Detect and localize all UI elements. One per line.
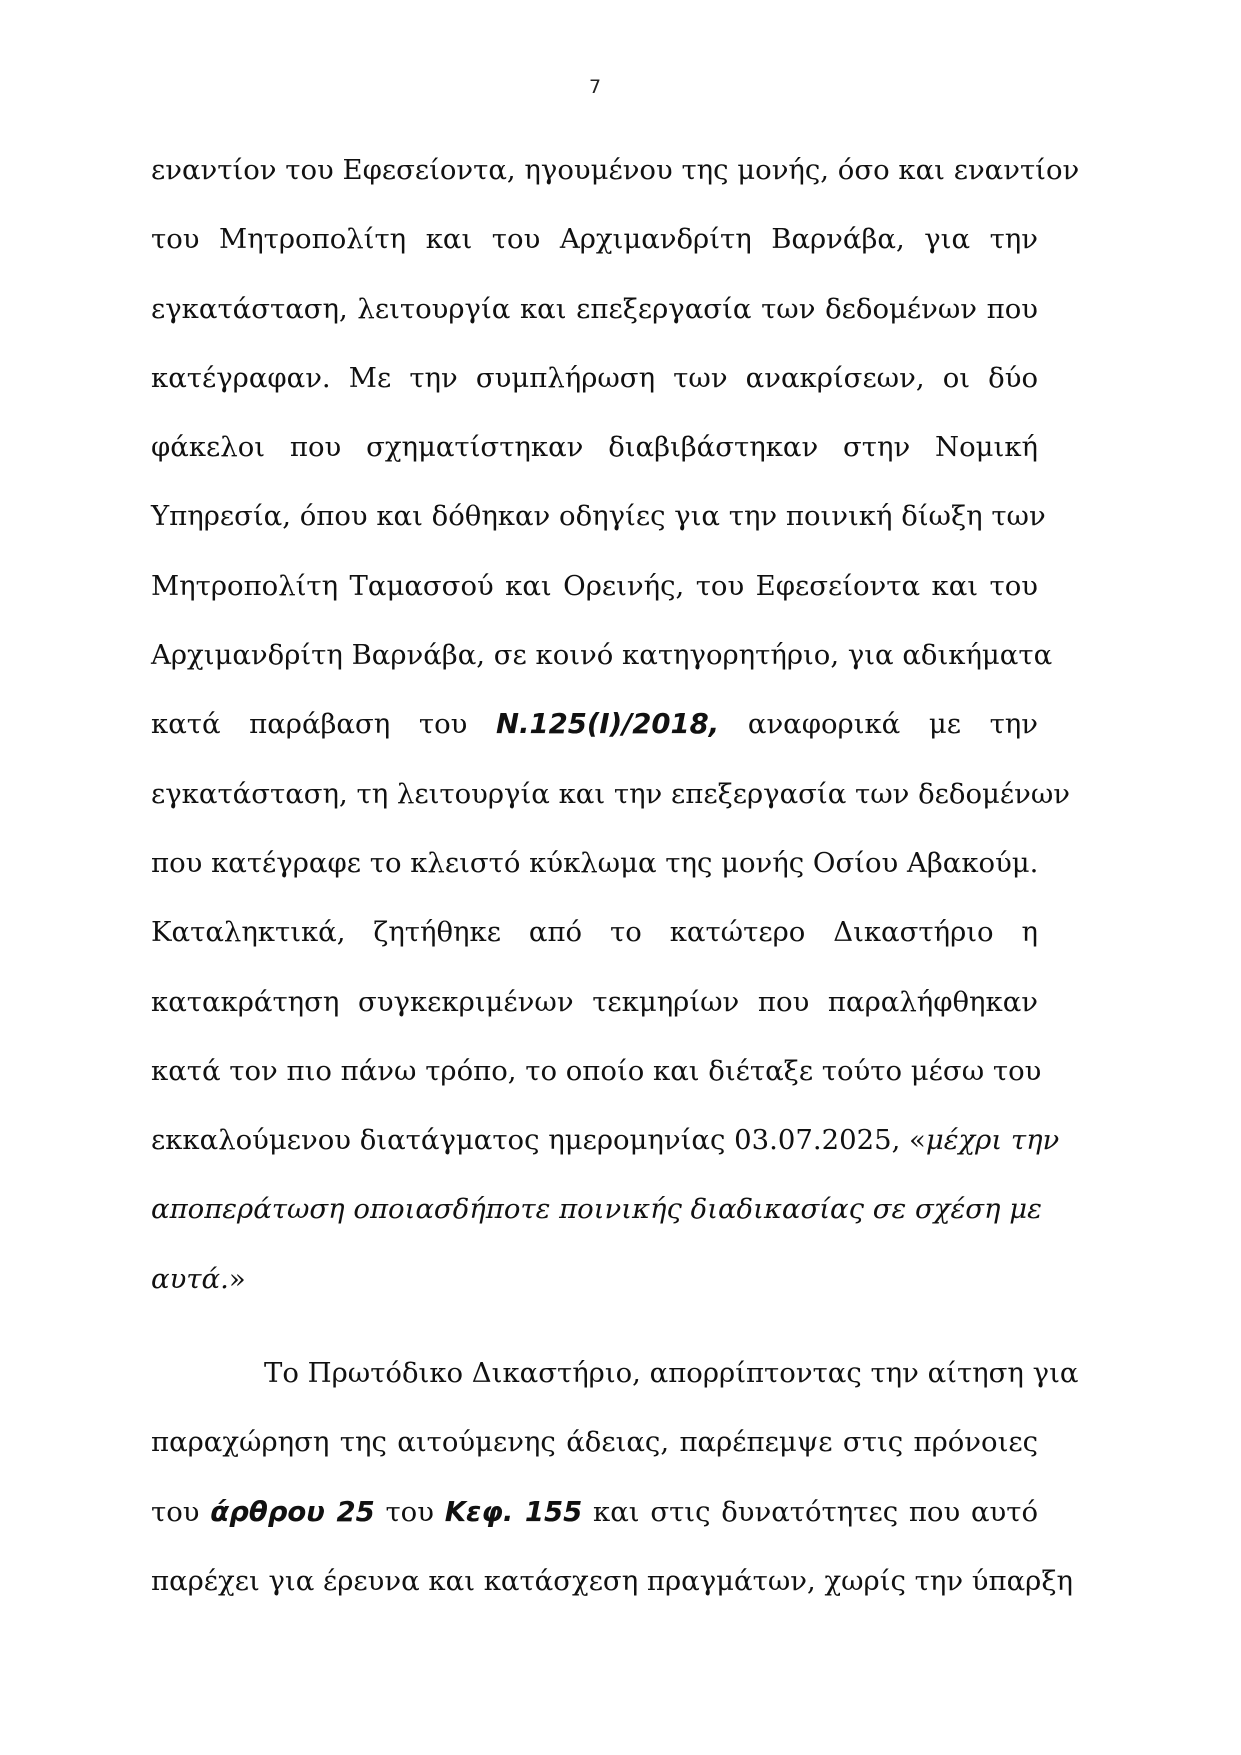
text-span: κατά παράβαση του	[151, 708, 468, 741]
text-line: Το Πρωτόδικο Δικαστήριο, απορρίπτοντας την αίτηση για	[264, 1357, 1079, 1389]
closing-quote: »	[228, 1262, 246, 1295]
text-line-citation	[151, 1478, 1038, 1547]
text-span: αναφορικά με την	[747, 708, 1039, 741]
quoted-text: μέχρι την	[925, 1124, 1060, 1157]
text-line: του Μητροπολίτη και του Αρχιμανδρίτη Βαρνάβα, για την	[151, 223, 1038, 256]
text-span: εκκαλούμενου διατάγματος ημερομηνίας 03.07.2025, «	[151, 1124, 926, 1157]
text-line: Καταληκτικά, ζητήθηκε από το κατώτερο Δικαστήριο η	[151, 916, 1038, 949]
text-line: κατέγραφαν. Με την συμπλήρωση των ανακρίσεων, οι δύο	[151, 361, 1038, 394]
text-line: κατά τον πιο πάνω τρόπο, το οποίο και διέταξε τούτο μέσω του	[151, 1054, 1042, 1087]
article-citation: άρθρου 25	[210, 1495, 375, 1528]
text-line-quote-end	[151, 1245, 1038, 1314]
text-line: Υπηρεσία, όπου και δόθηκαν οδηγίες για την ποινική δίωξη των	[151, 500, 1046, 533]
text-line: Αρχιμανδρίτη Βαρνάβα, σε κοινό κατηγορητήριο, για αδικήματα	[151, 639, 1053, 672]
paragraph-2	[151, 1339, 1079, 1616]
text-line: εγκατάσταση, λειτουργία και επεξεργασία των δεδομένων που	[151, 292, 1038, 325]
text-line: εγκατάσταση, τη λειτουργία και την επεξεργασία των δεδομένων	[151, 777, 1071, 810]
text-line: εναντίον του Εφεσείοντα, ηγουμένου της μονής, όσο και εναντίον	[151, 154, 1080, 186]
text-line: Μητροπολίτη Ταμασσού και Ορεινής, του Εφεσείοντα και του	[151, 569, 1038, 602]
quoted-text-line: αποπεράτωση οποιασδήποτε ποινικής διαδικασίας σε σχέση με	[151, 1193, 1042, 1226]
text-span: και στις δυνατότητες που αυτό	[593, 1495, 1038, 1528]
chapter-citation: Κεφ. 155	[444, 1495, 583, 1528]
text-line: παρέχει για έρευνα και κατάσχεση πραγμάτων, χωρίς την ύπαρξη	[151, 1564, 1073, 1597]
paragraph-1	[151, 136, 1080, 1314]
text-span: του	[151, 1495, 200, 1528]
text-line-quote-start	[151, 1106, 1060, 1175]
text-line: φάκελοι που σχηματίστηκαν διαβιβάστηκαν στην Νομική	[151, 431, 1038, 464]
text-line-law-reference	[151, 690, 1038, 759]
text-line: που κατέγραφε το κλειστό κύκλωμα της μονής Οσίου Αβακούμ.	[151, 846, 1039, 879]
page-number: 7	[588, 76, 602, 98]
quoted-text: αυτά.	[151, 1262, 229, 1295]
text-line: κατακράτηση συγκεκριμένων τεκμηρίων που παραλήφθηκαν	[151, 985, 1038, 1018]
text-span: του	[385, 1495, 434, 1528]
text-line: παραχώρηση της αιτούμενης άδειας, παρέπεμψε στις πρόνοιες	[151, 1426, 1038, 1459]
law-citation: Ν.125(Ι)/2018,	[495, 708, 720, 741]
